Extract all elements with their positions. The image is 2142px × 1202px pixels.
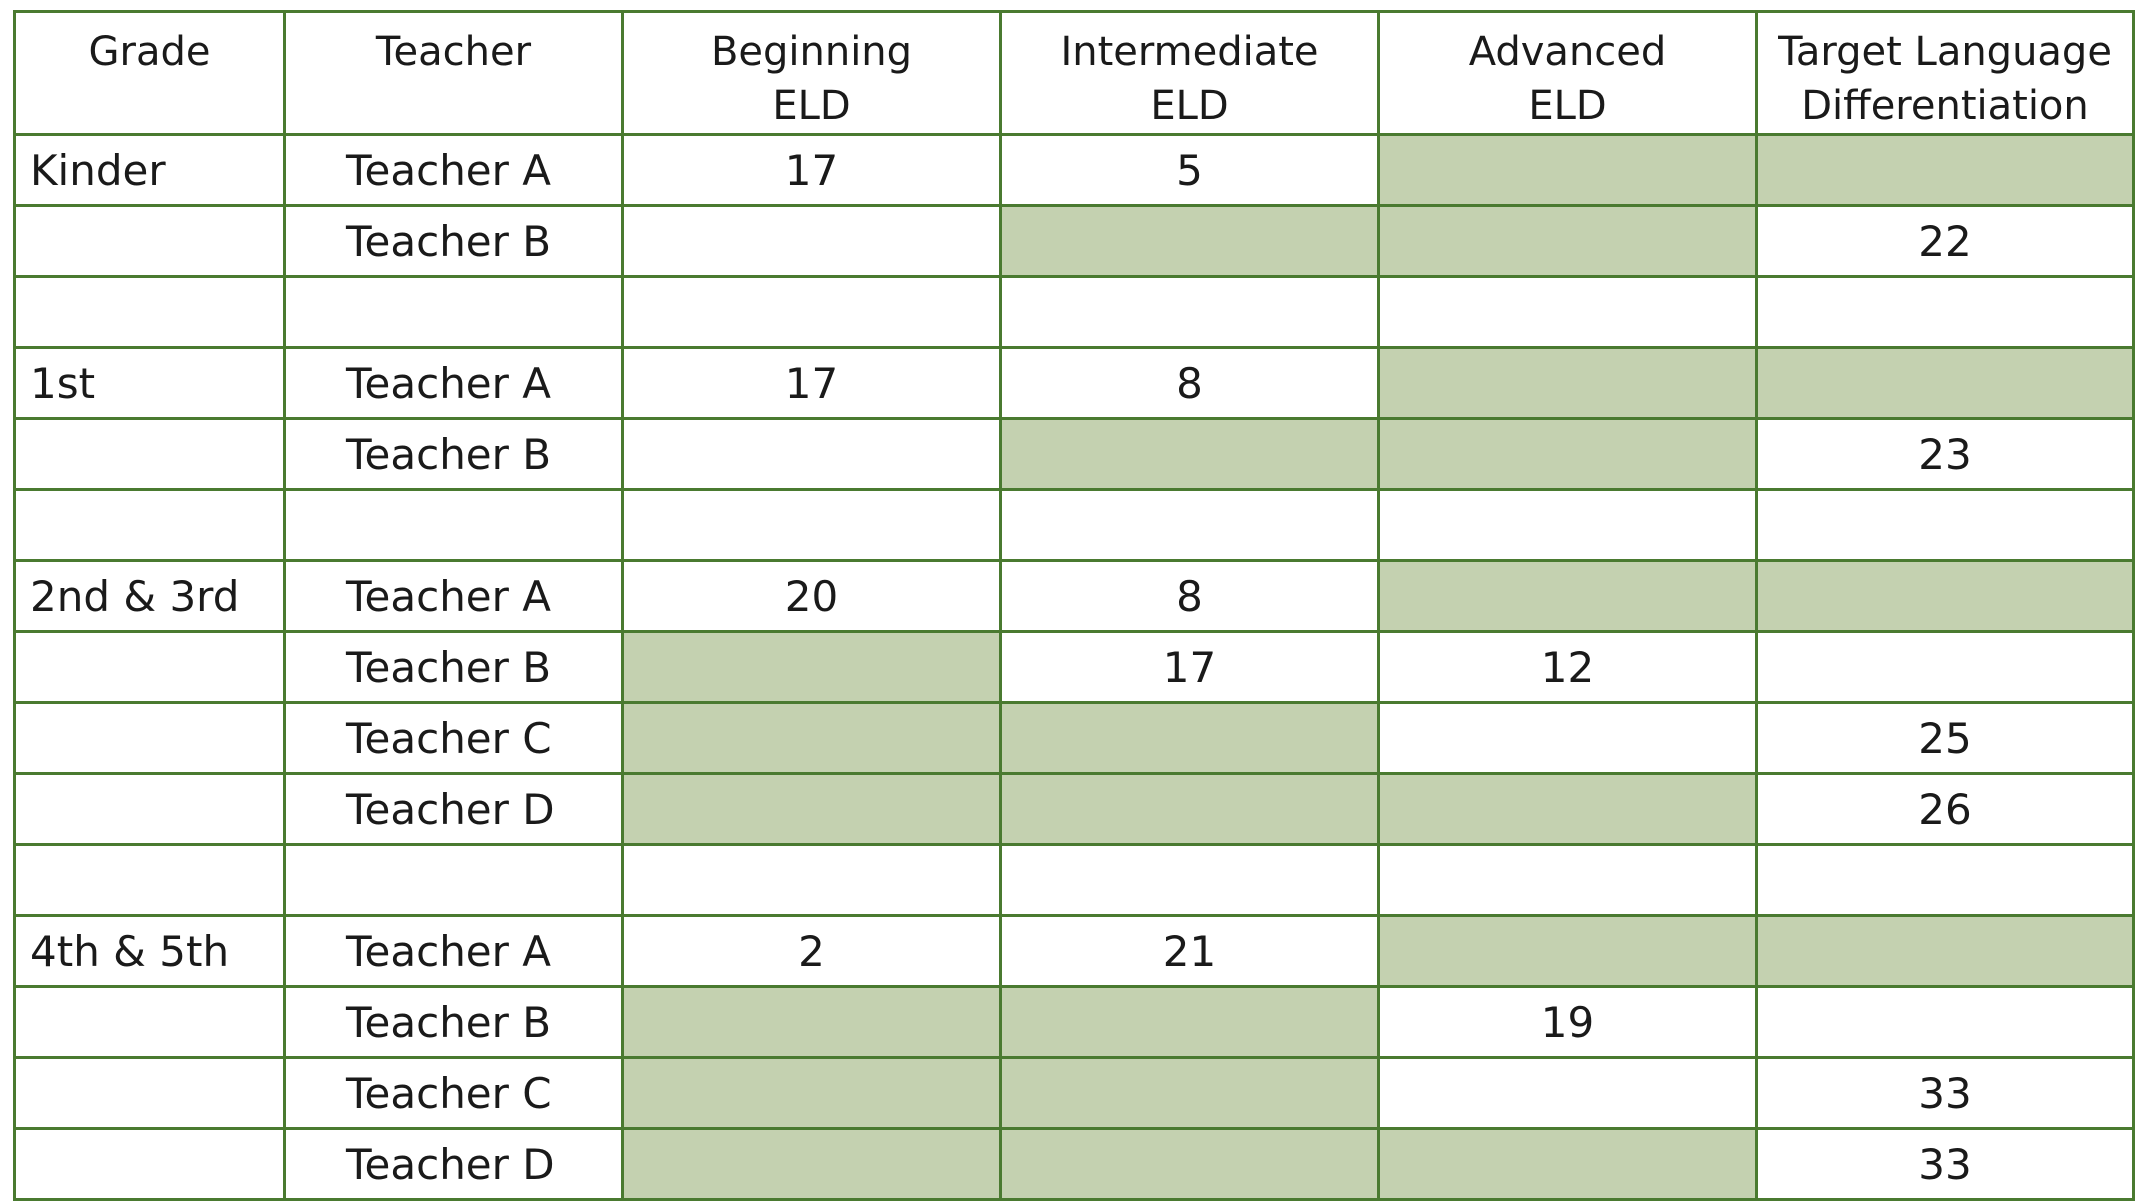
cell-teacher: Teacher A bbox=[285, 916, 623, 987]
table-row bbox=[15, 1058, 2134, 1129]
cell-target bbox=[1757, 987, 2134, 1058]
cell-teacher: Teacher A bbox=[285, 561, 623, 632]
header-intermediate-line-1: Intermediate bbox=[1060, 29, 1319, 75]
cell-grade bbox=[15, 490, 285, 561]
cell-advanced: 12 bbox=[1379, 632, 1757, 703]
cell-advanced bbox=[1379, 561, 1757, 632]
cell-advanced bbox=[1379, 419, 1757, 490]
table-row bbox=[15, 1129, 2134, 1200]
cell-advanced bbox=[1379, 774, 1757, 845]
cell-intermediate: 21 bbox=[1001, 916, 1379, 987]
cell-target bbox=[1757, 916, 2134, 987]
cell-teacher: Teacher A bbox=[285, 135, 623, 206]
cell-grade: Kinder bbox=[15, 135, 285, 206]
cell-teacher bbox=[285, 277, 623, 348]
cell-beginning: 20 bbox=[623, 561, 1001, 632]
cell-target bbox=[1757, 277, 2134, 348]
cell-target: 33 bbox=[1757, 1058, 2134, 1129]
cell-grade: 2nd & 3rd bbox=[15, 561, 285, 632]
table-row bbox=[15, 987, 2134, 1058]
cell-advanced bbox=[1379, 206, 1757, 277]
table-row bbox=[15, 561, 2134, 632]
cell-target bbox=[1757, 845, 2134, 916]
cell-teacher: Teacher D bbox=[285, 1129, 623, 1200]
table-row bbox=[15, 632, 2134, 703]
cell-beginning bbox=[623, 419, 1001, 490]
cell-beginning bbox=[623, 774, 1001, 845]
cell-beginning bbox=[623, 845, 1001, 916]
cell-intermediate bbox=[1001, 1058, 1379, 1129]
cell-beginning bbox=[623, 632, 1001, 703]
cell-teacher: Teacher D bbox=[285, 774, 623, 845]
cell-beginning bbox=[623, 206, 1001, 277]
cell-teacher: Teacher C bbox=[285, 1058, 623, 1129]
cell-teacher: Teacher B bbox=[285, 419, 623, 490]
header-teacher-line: Teacher bbox=[375, 29, 532, 75]
cell-intermediate: 8 bbox=[1001, 561, 1379, 632]
cell-beginning bbox=[623, 703, 1001, 774]
table-row bbox=[15, 135, 2134, 206]
table-row bbox=[15, 490, 2134, 561]
cell-beginning bbox=[623, 490, 1001, 561]
cell-intermediate: 17 bbox=[1001, 632, 1379, 703]
cell-intermediate: 8 bbox=[1001, 348, 1379, 419]
header-grade bbox=[15, 12, 285, 135]
table-body bbox=[15, 135, 2134, 1200]
table-row bbox=[15, 845, 2134, 916]
cell-beginning bbox=[623, 1129, 1001, 1200]
header-advanced-line-2: ELD bbox=[1528, 83, 1607, 129]
cell-advanced bbox=[1379, 490, 1757, 561]
cell-grade bbox=[15, 1129, 285, 1200]
cell-target: 23 bbox=[1757, 419, 2134, 490]
cell-target: 33 bbox=[1757, 1129, 2134, 1200]
cell-teacher: Teacher C bbox=[285, 703, 623, 774]
cell-grade: 1st bbox=[15, 348, 285, 419]
cell-advanced: 19 bbox=[1379, 987, 1757, 1058]
cell-intermediate bbox=[1001, 774, 1379, 845]
header-advanced-line-1: Advanced bbox=[1468, 29, 1667, 75]
cell-grade bbox=[15, 703, 285, 774]
cell-intermediate bbox=[1001, 1129, 1379, 1200]
header-target-line-1: Target Language bbox=[1778, 29, 2112, 75]
cell-intermediate bbox=[1001, 987, 1379, 1058]
cell-advanced bbox=[1379, 1129, 1757, 1200]
cell-advanced bbox=[1379, 845, 1757, 916]
cell-target bbox=[1757, 632, 2134, 703]
table-row bbox=[15, 277, 2134, 348]
cell-target: 22 bbox=[1757, 206, 2134, 277]
cell-teacher bbox=[285, 490, 623, 561]
header-advanced-eld bbox=[1379, 12, 1757, 135]
cell-target bbox=[1757, 490, 2134, 561]
header-row bbox=[15, 12, 2134, 135]
cell-beginning: 17 bbox=[623, 348, 1001, 419]
cell-grade bbox=[15, 632, 285, 703]
cell-target: 25 bbox=[1757, 703, 2134, 774]
cell-advanced bbox=[1379, 703, 1757, 774]
cell-beginning: 2 bbox=[623, 916, 1001, 987]
cell-grade bbox=[15, 987, 285, 1058]
cell-advanced bbox=[1379, 348, 1757, 419]
header-beginning-eld bbox=[623, 12, 1001, 135]
cell-grade bbox=[15, 845, 285, 916]
cell-intermediate bbox=[1001, 206, 1379, 277]
cell-target bbox=[1757, 561, 2134, 632]
cell-grade bbox=[15, 774, 285, 845]
header-intermediate-eld bbox=[1001, 12, 1379, 135]
cell-grade bbox=[15, 206, 285, 277]
cell-intermediate bbox=[1001, 277, 1379, 348]
cell-intermediate: 5 bbox=[1001, 135, 1379, 206]
cell-beginning: 17 bbox=[623, 135, 1001, 206]
cell-target bbox=[1757, 135, 2134, 206]
cell-intermediate bbox=[1001, 845, 1379, 916]
header-target-language-differentiation bbox=[1757, 12, 2134, 135]
cell-teacher: Teacher B bbox=[285, 632, 623, 703]
cell-teacher: Teacher B bbox=[285, 987, 623, 1058]
cell-teacher: Teacher B bbox=[285, 206, 623, 277]
table-row bbox=[15, 348, 2134, 419]
eld-class-table bbox=[13, 10, 2135, 1201]
table-row bbox=[15, 916, 2134, 987]
cell-intermediate bbox=[1001, 490, 1379, 561]
header-intermediate-line-2: ELD bbox=[1150, 83, 1229, 129]
table-row bbox=[15, 206, 2134, 277]
table-row bbox=[15, 774, 2134, 845]
header-beginning-line-2: ELD bbox=[772, 83, 851, 129]
cell-beginning bbox=[623, 987, 1001, 1058]
cell-teacher bbox=[285, 845, 623, 916]
cell-grade bbox=[15, 1058, 285, 1129]
header-target-line-2: Differentiation bbox=[1801, 83, 2089, 129]
table-row bbox=[15, 703, 2134, 774]
cell-grade bbox=[15, 277, 285, 348]
cell-advanced bbox=[1379, 1058, 1757, 1129]
cell-grade bbox=[15, 419, 285, 490]
cell-intermediate bbox=[1001, 703, 1379, 774]
cell-advanced bbox=[1379, 277, 1757, 348]
cell-beginning bbox=[623, 1058, 1001, 1129]
cell-teacher: Teacher A bbox=[285, 348, 623, 419]
table-row bbox=[15, 419, 2134, 490]
header-teacher bbox=[285, 12, 623, 135]
header-beginning-line-1: Beginning bbox=[710, 29, 913, 75]
cell-beginning bbox=[623, 277, 1001, 348]
cell-advanced bbox=[1379, 135, 1757, 206]
header-grade-line: Grade bbox=[88, 29, 211, 75]
cell-grade: 4th & 5th bbox=[15, 916, 285, 987]
cell-advanced bbox=[1379, 916, 1757, 987]
cell-intermediate bbox=[1001, 419, 1379, 490]
cell-target: 26 bbox=[1757, 774, 2134, 845]
cell-target bbox=[1757, 348, 2134, 419]
